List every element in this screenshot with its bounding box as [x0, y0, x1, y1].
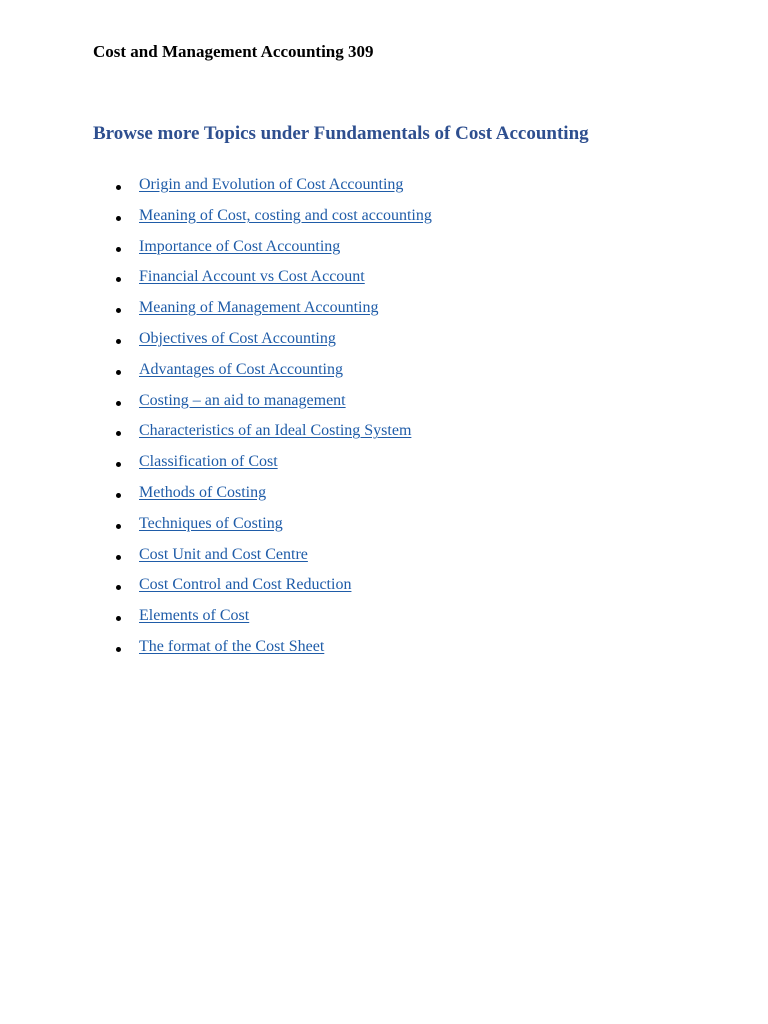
topic-link-techniques[interactable]: Techniques of Costing — [139, 514, 283, 532]
list-item — [0, 172, 768, 203]
list-item — [0, 603, 768, 634]
bullet-icon — [116, 185, 121, 190]
list-item — [0, 295, 768, 326]
topic-link-financial-vs-cost[interactable]: Financial Account vs Cost Account — [139, 268, 365, 286]
bullet-icon — [116, 370, 121, 375]
list-item — [0, 357, 768, 388]
page-header-title: Cost and Management Accounting 309 — [93, 42, 374, 61]
bullet-icon — [116, 493, 121, 498]
topic-link-methods[interactable]: Methods of Costing — [139, 483, 267, 501]
list-item — [0, 203, 768, 234]
topic-link-advantages[interactable]: Advantages of Cost Accounting — [139, 360, 343, 378]
topic-link-importance[interactable]: Importance of Cost Accounting — [139, 237, 341, 255]
list-item — [0, 634, 768, 665]
bullet-icon — [116, 216, 121, 221]
bullet-icon — [116, 401, 121, 406]
list-item — [0, 234, 768, 265]
list-item — [0, 480, 768, 511]
bullet-icon — [116, 647, 121, 652]
list-item — [0, 326, 768, 357]
bullet-icon — [116, 339, 121, 344]
bullet-icon — [116, 555, 121, 560]
topic-link-classification[interactable]: Classification of Cost — [139, 453, 278, 471]
list-item — [0, 572, 768, 603]
bullet-icon — [116, 308, 121, 313]
bullet-icon — [116, 431, 121, 436]
topic-link-ideal-costing-system[interactable]: Characteristics of an Ideal Costing System — [139, 422, 412, 440]
list-item — [0, 388, 768, 419]
bullet-icon — [116, 462, 121, 467]
topic-link-origin-evolution[interactable]: Origin and Evolution of Cost Accounting — [139, 176, 404, 193]
topic-list — [0, 172, 768, 665]
list-item — [0, 542, 768, 573]
list-item — [0, 418, 768, 449]
topic-link-elements[interactable]: Elements of Cost — [139, 607, 250, 625]
bullet-icon — [116, 616, 121, 621]
bullet-icon — [116, 585, 121, 590]
topic-link-objectives[interactable]: Objectives of Cost Accounting — [139, 329, 336, 347]
bullet-icon — [116, 247, 121, 252]
topic-link-cost-sheet-format[interactable]: The format of the Cost Sheet — [139, 637, 325, 655]
section-heading: Browse more Topics under Fundamentals of Cost Accounting — [93, 123, 589, 144]
topic-link-cost-unit-centre[interactable]: Cost Unit and Cost Centre — [139, 545, 308, 563]
bullet-icon — [116, 277, 121, 282]
topic-link-meaning-of-cost[interactable]: Meaning of Cost, costing and cost accounting — [139, 206, 432, 224]
list-item — [0, 511, 768, 542]
topic-link-aid-to-management[interactable]: Costing – an aid to management — [139, 391, 346, 409]
list-item — [0, 449, 768, 480]
topic-link-cost-control-reduction[interactable]: Cost Control and Cost Reduction — [139, 576, 352, 594]
bullet-icon — [116, 524, 121, 529]
topic-link-management-accounting[interactable]: Meaning of Management Accounting — [139, 299, 379, 317]
list-item — [0, 264, 768, 295]
